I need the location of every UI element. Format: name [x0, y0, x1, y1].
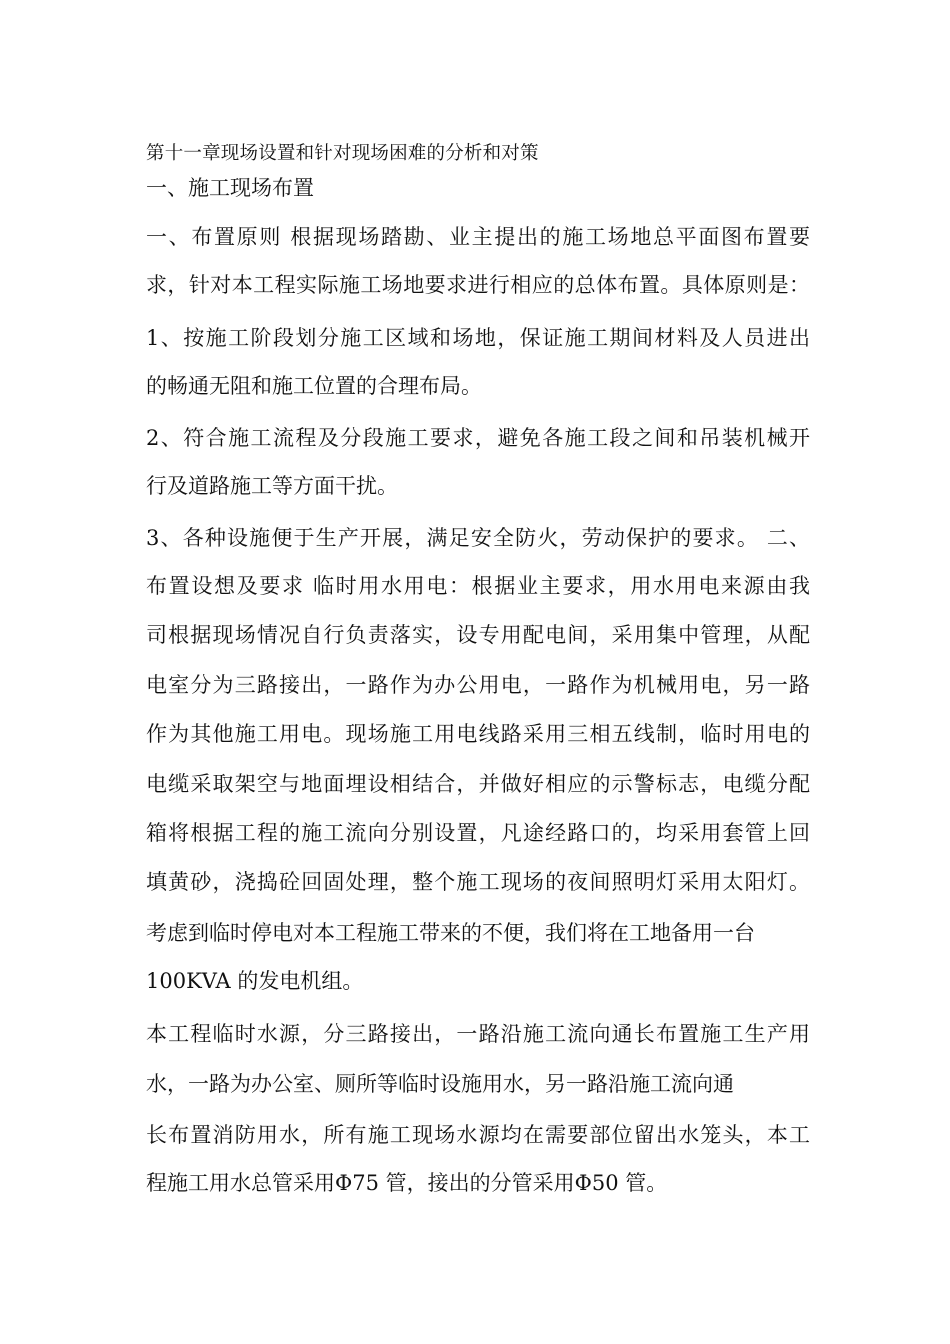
- paragraph-line: 长布置消防用水，所有施工现场水源均在需要部位留出水笼头，本工: [146, 1123, 810, 1147]
- paragraph-line: 考虑到临时停电对本工程施工带来的不便，我们将在工地备用一台: [146, 921, 755, 945]
- paragraph-line: 填黄砂，浇捣砼回固处理，整个施工现场的夜间照明灯采用太阳灯。: [146, 870, 810, 894]
- paragraph-line: 布置设想及要求 临时用水用电：根据业主要求，用水用电来源由我: [146, 574, 810, 598]
- paragraph-line: 电室分为三路接出，一路作为办公用电，一路作为机械用电，另一路: [146, 673, 810, 697]
- paragraph-line: 本工程临时水源，分三路接出，一路沿施工流向通长布置施工生产用: [146, 1022, 810, 1046]
- paragraph-line: 作为其他施工用电。现场施工用电线路采用三相五线制，临时用电的: [146, 722, 810, 746]
- chapter-title: 第十一章现场设置和针对现场困难的分析和对策: [146, 143, 539, 164]
- paragraph-line: 2、符合施工流程及分段施工要求，避免各施工段之间和吊装机械开: [146, 426, 810, 450]
- paragraph-line: 的畅通无阻和施工位置的合理布局。: [146, 374, 482, 398]
- paragraph-line: 100KVA 的发电机组。: [146, 969, 364, 993]
- paragraph-line: 3、各种设施便于生产开展，满足安全防火，劳动保护的要求。 二、: [146, 526, 810, 550]
- paragraph-line: 电缆采取架空与地面埋设相结合，并做好相应的示警标志，电缆分配: [146, 772, 810, 796]
- paragraph-line: 水，一路为办公室、厕所等临时设施用水，另一路沿施工流向通: [146, 1072, 734, 1096]
- section-heading: 一、施工现场布置: [146, 176, 314, 200]
- paragraph-line: 求，针对本工程实际施工场地要求进行相应的总体布置。具体原则是：: [146, 273, 810, 297]
- paragraph-line: 箱将根据工程的施工流向分别设置，凡途经路口的，均采用套管上回: [146, 821, 810, 845]
- paragraph-line: 1、按施工阶段划分施工区域和场地，保证施工期间材料及人员进出: [146, 326, 810, 350]
- paragraph-line: 程施工用水总管采用Φ75 管，接出的分管采用Φ50 管。: [146, 1171, 668, 1195]
- paragraph-line: 司根据现场情况自行负责落实，设专用配电间，采用集中管理，从配: [146, 623, 810, 647]
- paragraph-line: 行及道路施工等方面干扰。: [146, 474, 398, 498]
- paragraph-line: 一、布置原则 根据现场踏勘、业主提出的施工场地总平面图布置要: [146, 225, 810, 249]
